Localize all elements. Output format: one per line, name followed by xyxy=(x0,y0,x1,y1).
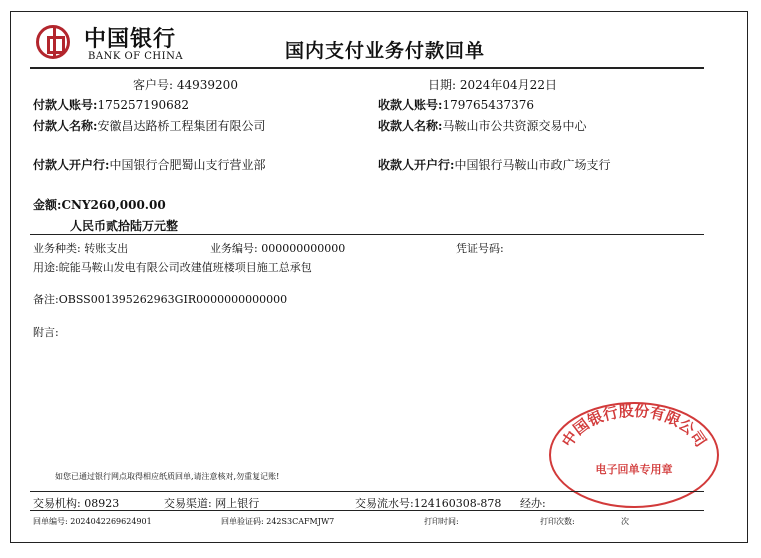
handler-label: 经办: xyxy=(520,497,546,510)
payer-bank-value: 中国银行合肥蜀山支行营业部 xyxy=(109,158,266,172)
transaction-channel-value: 网上银行 xyxy=(215,497,260,510)
voucher-number-label: 凭证号码: xyxy=(456,242,504,255)
transaction-serial-label: 交易流水号: xyxy=(355,497,414,510)
business-type xyxy=(33,240,128,256)
logo-square xyxy=(47,36,65,54)
transaction-org-value: 08923 xyxy=(84,497,120,510)
payer-account xyxy=(33,96,189,113)
payee-account xyxy=(378,96,534,113)
bank-name-en: BANK OF CHINA xyxy=(88,51,184,62)
payee-name-label: 收款人名称: xyxy=(378,119,443,133)
payer-name-label: 付款人名称: xyxy=(33,119,98,133)
print-count xyxy=(540,516,575,527)
date xyxy=(428,76,557,93)
notice-text: 如您已通过银行网点取得相应纸质回单,请注意核对,勿重复记账! xyxy=(55,472,280,481)
bank-of-china-logo-icon xyxy=(36,25,70,59)
transaction-serial-value: 124160308-878 xyxy=(413,497,502,510)
attachment xyxy=(33,324,59,340)
payer-name-value: 安徽昌达路桥工程集团有限公司 xyxy=(97,119,266,133)
handler xyxy=(520,495,546,511)
print-time-label: 打印时间: xyxy=(424,517,459,526)
receipt-number xyxy=(33,516,152,527)
purpose-value: 皖能马鞍山发电有限公司改建值班楼项目施工总承包 xyxy=(58,261,312,274)
date-value: 2024年04月22日 xyxy=(459,78,557,92)
receipt-number-label: 回单编号: xyxy=(33,517,68,526)
amount xyxy=(33,196,166,213)
print-time xyxy=(424,516,459,527)
seal-center-text: 电子回单专用章 xyxy=(595,463,673,476)
document-title: 国内支付业务付款回单 xyxy=(285,40,486,62)
transaction-divider xyxy=(30,491,704,492)
transaction-serial xyxy=(355,495,501,511)
business-number-label: 业务编号: xyxy=(210,242,258,255)
business-number-value: 000000000000 xyxy=(261,242,346,255)
amount-label: 金额: xyxy=(33,198,62,212)
customer-number xyxy=(133,76,238,93)
transaction-channel xyxy=(164,495,259,511)
footer-divider xyxy=(30,510,704,511)
remark-label: 备注: xyxy=(33,293,59,306)
receipt-number-value: 2024042269624901 xyxy=(70,517,152,526)
payer-bank-label: 付款人开户行: xyxy=(33,158,110,172)
purpose xyxy=(33,259,312,275)
transaction-org xyxy=(33,495,119,511)
business-type-value: 转账支出 xyxy=(84,242,129,255)
remark-value: OBSS001395262963GIR0000000000000 xyxy=(58,293,288,306)
payer-account-value: 175257190682 xyxy=(97,98,190,112)
business-number xyxy=(210,240,345,256)
transaction-channel-label: 交易渠道: xyxy=(164,497,212,510)
payer-account-label: 付款人账号: xyxy=(33,98,98,112)
purpose-label: 用途: xyxy=(33,261,59,274)
amount-in-words: 人民币贰拾陆万元整 xyxy=(70,219,179,233)
payee-account-value: 179765437376 xyxy=(442,98,535,112)
header-divider xyxy=(30,67,704,69)
voucher-number xyxy=(456,240,504,256)
payee-bank-label: 收款人开户行: xyxy=(378,158,455,172)
payee-bank xyxy=(378,156,610,173)
payer-bank xyxy=(33,156,265,173)
attachment-label: 附言: xyxy=(33,326,59,339)
verification-code-label: 回单验证码: xyxy=(221,517,264,526)
payee-name xyxy=(378,117,586,134)
verification-code xyxy=(221,516,334,527)
bank-name-cn: 中国银行 xyxy=(84,26,177,52)
print-count-label: 打印次数: xyxy=(540,517,575,526)
amount-divider xyxy=(30,234,704,235)
customer-number-label: 客户号: xyxy=(133,78,174,92)
date-label: 日期: xyxy=(428,78,457,92)
customer-number-value: 44939200 xyxy=(176,78,238,92)
transaction-org-label: 交易机构: xyxy=(33,497,81,510)
payee-account-label: 收款人账号: xyxy=(378,98,443,112)
payer-name xyxy=(33,117,265,134)
payee-bank-value: 中国银行马鞍山市政广场支行 xyxy=(454,158,611,172)
seal-arc-text: 中国银行股份有限公司 xyxy=(558,401,710,451)
amount-value: CNY260,000.00 xyxy=(61,198,166,212)
payee-name-value: 马鞍山市公共资源交易中心 xyxy=(442,119,587,133)
verification-code-value: 242S3CAFMJW7 xyxy=(266,517,335,526)
business-type-label: 业务种类: xyxy=(33,242,81,255)
remark xyxy=(33,291,287,307)
print-count-unit: 次 xyxy=(621,517,629,526)
